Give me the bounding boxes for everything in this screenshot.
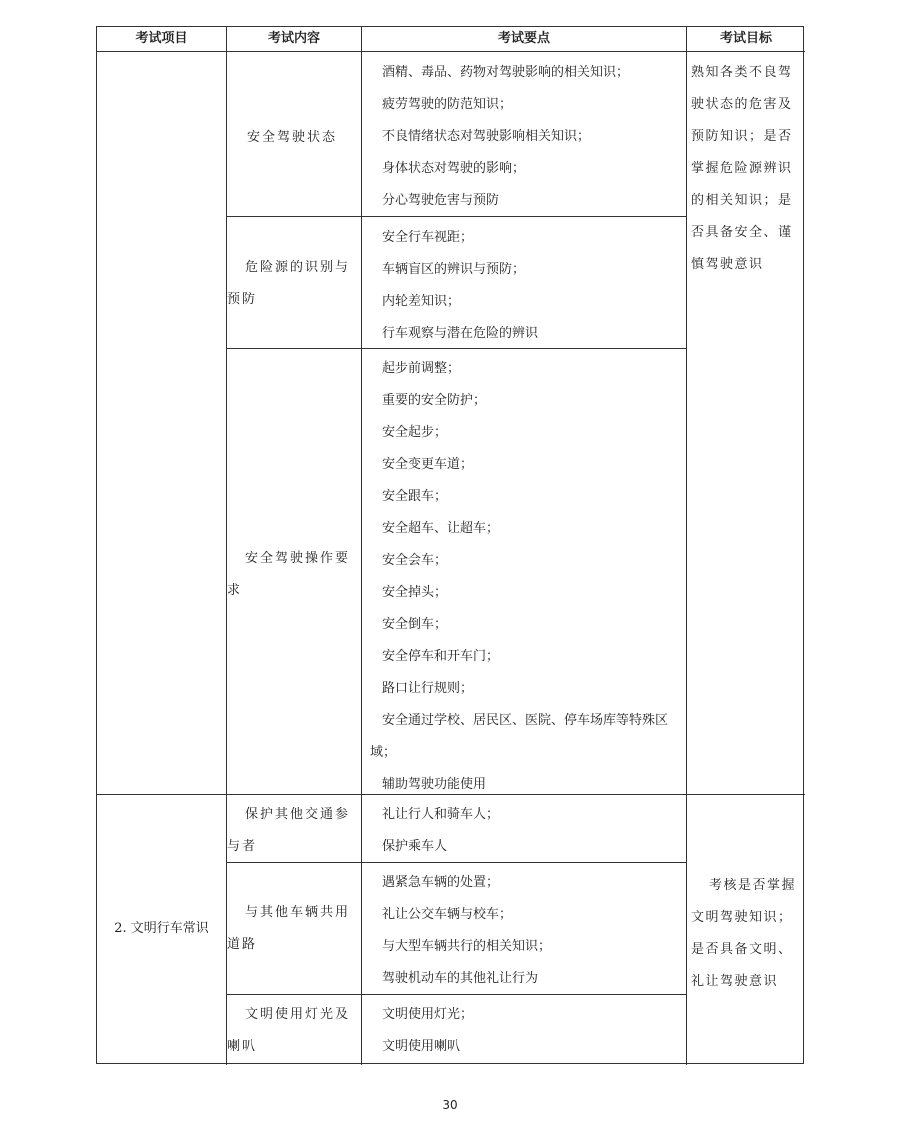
- point: 重要的安全防护；: [382, 393, 487, 408]
- point: 礼让行人和骑车人；: [382, 807, 500, 822]
- col-divider: [361, 27, 362, 1065]
- point: 安全掉头；: [382, 585, 448, 600]
- point: 酒精、毒品、药物对驾驶影响的相关知识；: [382, 65, 630, 80]
- point: 行车观察与潜在危险的辨识: [382, 326, 539, 341]
- point: 驾驶机动车的其他礼让行为: [382, 971, 539, 986]
- point: 文明使用喇叭: [382, 1039, 461, 1054]
- point: 与大型车辆共行的相关知识；: [382, 939, 552, 954]
- point: 安全跟车；: [382, 489, 448, 504]
- header-content: 考试内容: [267, 31, 320, 46]
- point: 分心驾驶危害与预防: [382, 193, 500, 208]
- point: 内轮差知识；: [382, 294, 461, 309]
- header-points: 考试要点: [497, 31, 550, 46]
- content-cell: 与其他车辆共用 道路: [227, 905, 351, 952]
- point: 安全会车；: [382, 553, 448, 568]
- point: 路口让行规则；: [382, 681, 474, 696]
- point: 不良情绪状态对驾驶影响相关知识；: [382, 129, 591, 144]
- point: 礼让公交车辆与校车；: [382, 907, 513, 922]
- header-goal: 考试目标: [719, 31, 772, 46]
- points-list: [370, 799, 680, 863]
- point: 起步前调整；: [382, 361, 461, 376]
- item-cell: 2. 文明行车常识: [114, 921, 209, 936]
- points-list: [370, 222, 680, 350]
- point: 辅助驾驶功能使用: [382, 777, 487, 792]
- point: 疲劳驾驶的防范知识；: [382, 97, 513, 112]
- header-item: 考试项目: [135, 31, 188, 46]
- point: 域；: [370, 745, 397, 760]
- point: 安全行车视距；: [382, 230, 474, 245]
- point: 车辆盲区的辨识与预防；: [382, 262, 526, 277]
- point: 安全通过学校、居民区、医院、停车场库等特殊区: [382, 713, 669, 728]
- points-list: [370, 999, 680, 1063]
- header-divider: [97, 51, 805, 52]
- point: 身体状态对驾驶的影响；: [382, 161, 526, 176]
- point: 安全停车和开车门；: [382, 649, 500, 664]
- content-cell: 保护其他交通参 与者: [227, 807, 351, 854]
- goal-cell: 熟知各类不良驾 驶状态的危害及 预防知识；是否 掌握危险源辨识 的相关知识；是 否具备安全、谨 慎驾驶意识: [691, 65, 793, 272]
- col-divider: [686, 27, 687, 1065]
- point: 安全倒车；: [382, 617, 448, 632]
- points-list: [370, 57, 680, 217]
- point: 遇紧急车辆的处置；: [382, 875, 500, 890]
- points-list: [370, 867, 680, 995]
- page-number: 30: [442, 1098, 458, 1112]
- content-cell: 文明使用灯光及 喇叭: [227, 1007, 351, 1054]
- points-list: [370, 353, 680, 801]
- point: 安全超车、让超车；: [382, 521, 500, 536]
- goal-cell: 考核是否掌握 文明驾驶知识； 是否具备文明、 礼让驾驶意识: [691, 878, 797, 989]
- content-cell: 安全驾驶操作要 求: [227, 551, 351, 598]
- point: 文明使用灯光；: [382, 1007, 474, 1022]
- exam-table: [96, 26, 804, 1064]
- content-cell: 危险源的识别与 预防: [227, 260, 351, 307]
- point: 保护乘车人: [382, 839, 448, 854]
- point: 安全起步；: [382, 425, 448, 440]
- content-cell: 安全驾驶状态: [247, 130, 338, 145]
- point: 安全变更车道；: [382, 457, 474, 472]
